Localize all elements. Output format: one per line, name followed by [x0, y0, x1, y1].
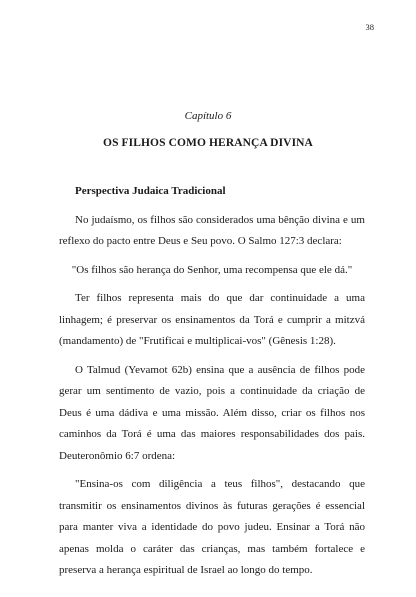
paragraph-intro: No judaísmo, os filhos são considerados uma bênção divina e um reflexo do pacto entre Deus e Seu povo. O Salmo 127:3 declara: — [59, 213, 365, 247]
chapter-label: Capítulo 6 — [184, 110, 232, 122]
paragraph-deuteronomy: "Ensina-os com diligência a teus filhos", destacando que transmitir os ensinamentos divinos às futuras gerações é essencial para manter viva a identidade do povo judeu. Ensinar a Torá não apenas molda o caráter das crianças, mas também fortalece e preserva a herança espiritual de Israel ao longo do tempo. — [59, 478, 365, 576]
scripture-quote: "Os filhos são herança do Senhor, uma recompensa que ele dá." — [71, 263, 353, 276]
section-heading: Perspectiva Judaica Tradicional — [75, 185, 226, 197]
paragraph-talmud: O Talmud (Yevamot 62b) ensina que a ausência de filhos pode gerar um sentimento de vazio, pois a continuidade da criação de Deus é uma dádiva e uma missão. Além disso, criar os filhos nos caminhos da Torá é uma das maiores responsabilidades dos pais. Deuteronômio 6:7 ordena: — [59, 363, 365, 462]
paragraph-lineage: Ter filhos representa mais do que dar continuidade a uma linhagem; é preservar os ensinamentos da Torá e cumprir a mitzvá (mandamento) de "Frutificai e multiplicai-vos" (Gênesis 1:28). — [59, 292, 365, 347]
body-text — [59, 181, 365, 589]
chapter-title: OS FILHOS COMO HERANÇA DIVINA — [103, 137, 313, 149]
page-number: 38 — [365, 22, 374, 32]
